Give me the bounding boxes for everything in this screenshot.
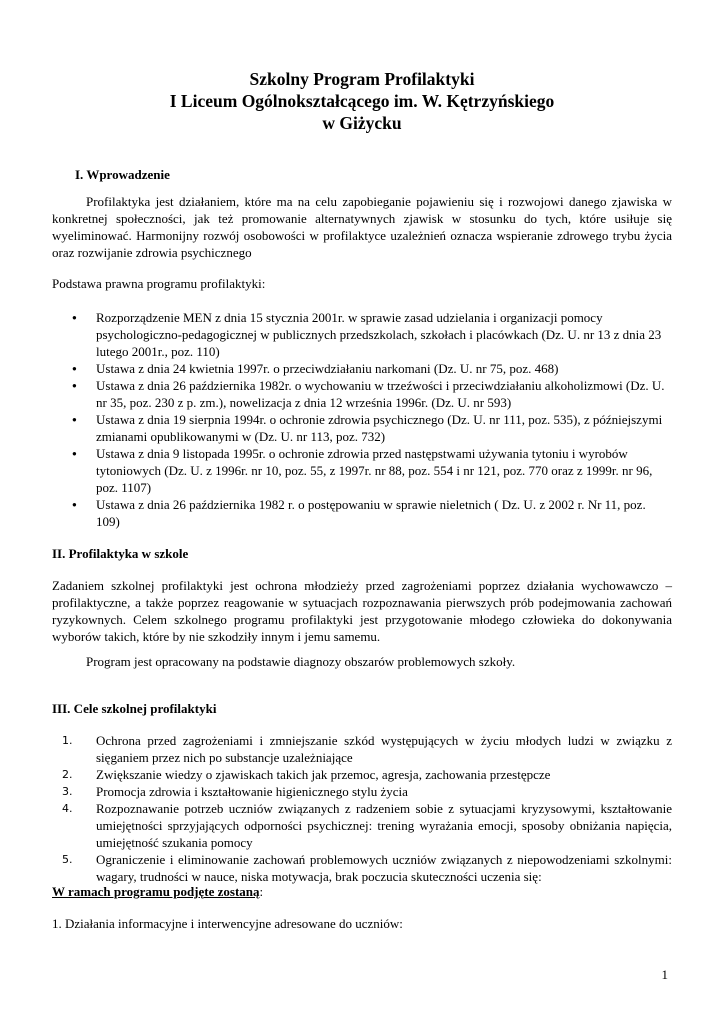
- section-2-para-2: Program jest opracowany na podstawie diagnozy obszarów problemowych szkoły.: [86, 654, 516, 669]
- list-item: [52, 732, 672, 766]
- title-line-3: w Giżycku: [322, 113, 402, 133]
- list-item: ● Ustawa z dnia 26 października 1982 r. o postępowaniu w sprawie nieletnich ( Dz. U. z 2002 r. Nr 11, poz. 109): [52, 496, 672, 530]
- title-line-2: I Liceum Ogólnokształcącego im. W. Kętrzyńskiego: [169, 91, 555, 111]
- list-text: Zwiększanie wiedzy o zjawiskach takich jak przemoc, agresja, zachowania przestępcze: [96, 767, 551, 782]
- goals-list: [52, 732, 672, 885]
- list-item: [52, 851, 672, 885]
- list-text: Ograniczenie i eliminowanie zachowań problemowych uczniów związanych z niepowodzeniami szkolnymi: wagary, trudności w nauce, niska motywacja, brak poczucia skuteczności uczenia się:: [96, 852, 672, 884]
- section-1-intro: Profilaktyka jest działaniem, które ma na celu zapobieganie pojawieniu się i rozwojowi danego zjawiska w konkretnej społeczności, jak też promowanie alternatywnych zjawisk w stosunku do tych, które usiłuje się wyeliminować. Harmonijny rozwój osobowości w profilaktyce uzależnień oznacza wspieranie zdrowego trybu życia oraz rozwijanie zdrowia psychicznego: [52, 194, 672, 260]
- program-heading: W ramach programu podjęte zostaną: [52, 884, 260, 899]
- section-3-heading: III. Cele szkolnej profilaktyki: [52, 701, 217, 716]
- list-number: 5.: [62, 853, 73, 866]
- list-item: ● Ustawa z dnia 24 kwietnia 1997r. o przeciwdziałaniu narkomani (Dz. U. nr 75, poz. 468): [52, 360, 672, 377]
- list-number: 3.: [62, 785, 73, 798]
- list-text: Rozpoznawanie potrzeb uczniów związanych z radzeniem sobie z sytuacjami kryzysowymi, kształtowanie umiejętności sprzyjających odporności psychicznej: trening wyrażania emocji, sposoby obniżania napięcia, umiejętność szukania pomocy: [96, 801, 672, 850]
- program-item-1: 1. Działania informacyjne i interwencyjne adresowane do uczniów:: [52, 916, 403, 931]
- document-title: [52, 68, 672, 134]
- list-text: Promocja zdrowia i kształtowanie higienicznego stylu życia: [96, 784, 408, 799]
- list-number: 4.: [62, 802, 73, 815]
- legal-basis-label: Podstawa prawna programu profilaktyki:: [52, 276, 266, 291]
- list-item: ● Ustawa z dnia 9 listopada 1995r. o ochronie zdrowia przed następstwami używania tytoniu i wyrobów tytoniowych (Dz. U. z 1996r. nr 10, poz. 55, z 1997r. nr 88, poz. 554 i nr 121, poz. 770 oraz z 1999r. nr 96, poz. 1107): [52, 445, 672, 496]
- section-2-heading: II. Profilaktyka w szkole: [52, 546, 189, 561]
- list-item: [52, 783, 672, 800]
- page-number: 1: [661, 967, 668, 982]
- title-line-1: Szkolny Program Profilaktyki: [249, 69, 475, 89]
- list-item: [52, 766, 672, 783]
- list-text: Ochrona przed zagrożeniami i zmniejszanie szkód występujących w życiu młodych ludzi w związku z sięganiem przez nich po substancje uzależniające: [96, 733, 672, 765]
- program-heading-colon: :: [259, 884, 264, 899]
- legal-basis-list: [52, 309, 672, 530]
- list-number: 1.: [62, 734, 73, 747]
- program-heading-line: [52, 883, 672, 900]
- list-item: ● Ustawa z dnia 19 sierpnia 1994r. o ochronie zdrowia psychicznego (Dz. U. nr 111, poz. 535), z późniejszymi zmianami opublikowanymi w (Dz. U. nr 113, poz. 732): [52, 411, 672, 445]
- list-item: ● Rozporządzenie MEN z dnia 15 stycznia 2001r. w sprawie zasad udzielania i organizacji pomocy psychologiczno-pedagogicznej w publicznych przedszkolach, szkołach i placówkach (Dz. U. nr 13 z dnia 23 lutego 2001r., poz. 110): [52, 309, 672, 360]
- section-2-para-1: Zadaniem szkolnej profilaktyki jest ochrona młodzieży przed zagrożeniami poprzez działania wychowawczo – profilaktyczne, a także poprzez reagowanie w sytuacjach rozpoznawania pierwszych prób podejmowania zachowań ryzykownych. Celem szkolnego programu profilaktyki jest przygotowanie młodego człowieka do dokonywania wyborów takich, które by nie szkodziły innym i jemu samemu.: [52, 578, 672, 644]
- list-item: [52, 800, 672, 851]
- list-item: ● Ustawa z dnia 26 października 1982r. o wychowaniu w trzeźwości i przeciwdziałaniu alkoholizmowi (Dz. U. nr 35, poz. 230 z p. zm.), nowelizacja z dnia 12 września 1996r. (Dz. U. nr 593): [52, 377, 672, 411]
- list-number: 2.: [62, 768, 73, 781]
- section-1-heading: I. Wprowadzenie: [75, 167, 170, 182]
